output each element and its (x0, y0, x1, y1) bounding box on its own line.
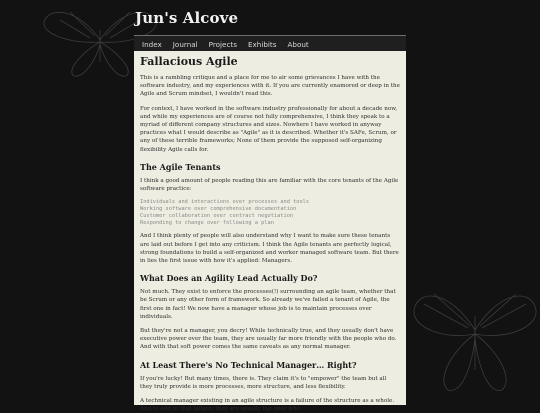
article-paragraph: And I think plenty of people will also understand why I want to make sure these tenants are laid out before I get into any criticism. I think the Agile tenants are perfectly logical, strong foundations to build a self-organized and worker managed software team. But there in lies the first issue with how it's applied: Managers. (140, 233, 399, 265)
article-paragraph: A technical manager existing in an agile structure is a failure of the structure as a whole. And to add to that failure, they are usually the ones who (140, 398, 395, 413)
moth-illustration-right (410, 270, 540, 400)
section-heading-tenants: The Agile Tenants (140, 161, 221, 172)
nav-link-exhibits[interactable]: Exhibits (248, 39, 277, 49)
article-paragraph: If you're lucky! But many times, there is. They claim it's to "empower" the team but all they truly provide is more processes, more structure, and less flexibility. (140, 375, 387, 390)
article-paragraph: But they're not a manager, you decry! While technically true, and they usually don't have executive power over the team, they are usually far more friendly with the people who do. And with that soft power comes the same caveats as any normal manager. (140, 328, 397, 351)
article-title: Fallacious Agile (140, 55, 238, 68)
agile-tenants-code-block: Individuals and interactions over processes and tools Working software over comprehensive documentation Customer collaboration over contract negotiation Responding to change over following a plan (140, 199, 310, 226)
section-heading-agility-lead: What Does an Agility Lead Actually Do? (140, 273, 318, 284)
nav-link-journal[interactable]: Journal (172, 39, 198, 49)
article-paragraph: For context, I have worked in the software industry professionally for about a decade now, and while my experiences are of course not fully comprehensive, I think they speak to a myriad of different company structures and sizes. Nowhere I have worked in anyway practices what I would describe as "Agile" as it is described. Whether it's SAFe, Scrum, or any of these terrible frameworks; None of them provide the supposed self-organizing flexibility Agile calls for. (140, 105, 398, 153)
section-heading-technical-manager: At Least There's No Technical Manager… Right? (140, 359, 357, 370)
article-paragraph: This is a rambling critique and a place for me to air some grievances I have with the software industry, and my experiences with it. If you are currently enamored or deep in the Agile and Scrum mindset, I wouldn't read this. (140, 75, 400, 98)
nav-link-projects[interactable]: Projects (208, 39, 237, 49)
nav-link-about[interactable]: About (287, 39, 309, 49)
site-header (134, 0, 406, 36)
article-content (134, 51, 406, 413)
article-paragraph: Not much. They exist to enforce the processes(!) surrounding an agile team, whether that be Scrum or any other form of framework. So already we've failed a tenant of Agile, the first one in fact! We now have a manager whose job is to maintain processes over individuals. (140, 289, 396, 320)
nav-link-index[interactable]: Index (142, 39, 162, 49)
main-nav (134, 35, 406, 52)
site-title[interactable]: Jun's Alcove (135, 9, 239, 27)
article-paragraph: I think a good amount of people reading this are familiar with the core tenants of the Agile software practice: (140, 177, 399, 193)
article-page[interactable] (134, 51, 406, 413)
